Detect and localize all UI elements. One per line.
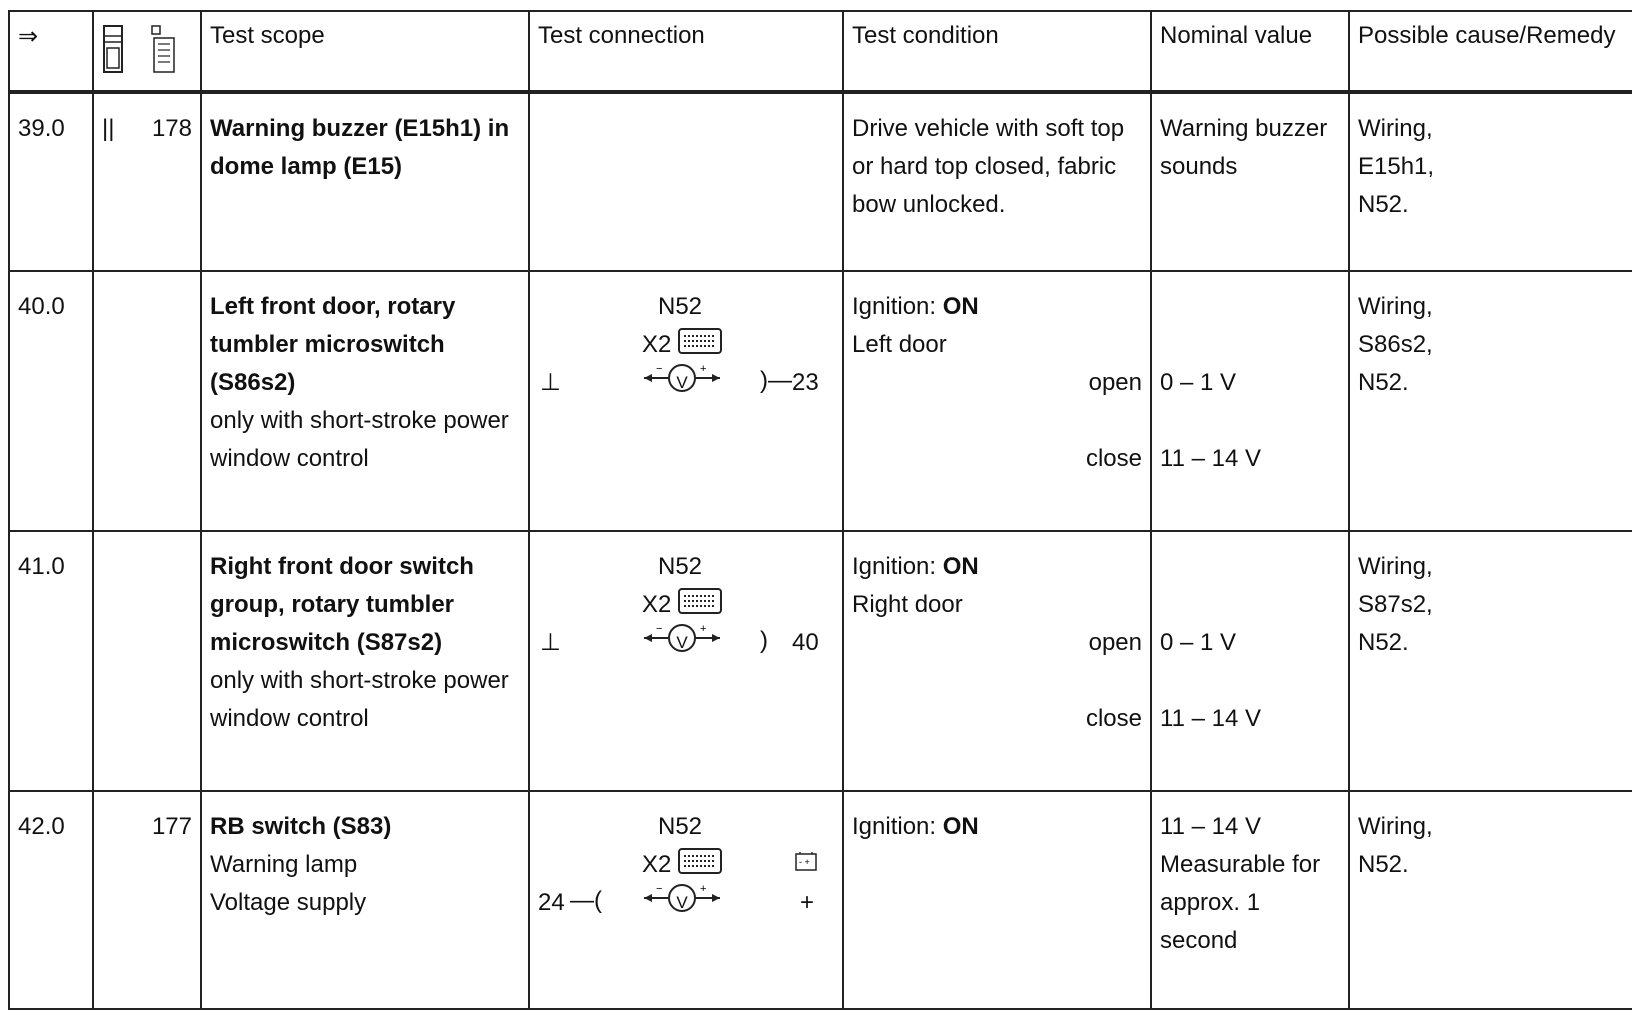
svg-text:+: +	[700, 623, 707, 635]
connection-cell	[529, 271, 843, 531]
value-open: 0 – 1 V	[1160, 369, 1237, 396]
state-close: close	[1085, 445, 1142, 472]
scope-note: only with short-stroke power window control	[210, 667, 509, 732]
cause-line: Wiring,	[1358, 553, 1433, 580]
condition-label: Ignition:	[852, 293, 937, 320]
scope-cell	[201, 791, 529, 1009]
svg-text:- +: - +	[799, 857, 810, 867]
control-unit-label: N52	[658, 293, 703, 320]
cause-line: N52.	[1358, 851, 1409, 878]
header-arrow: ⇒	[18, 23, 39, 50]
state-close: close	[1085, 705, 1142, 732]
meter-letter: V	[676, 893, 688, 912]
cause-line: N52.	[1358, 629, 1409, 656]
cause-line: N52.	[1358, 369, 1409, 396]
table-row	[9, 531, 1632, 791]
cause-line: Wiring,	[1358, 813, 1433, 840]
table-row	[9, 271, 1632, 531]
pin-connector-symbol: )	[760, 627, 768, 654]
svg-text:−: −	[656, 623, 663, 635]
state-open: open	[1088, 629, 1142, 656]
connection-cell	[529, 92, 843, 271]
scope-title: Right front door switch group, rotary tumbler microswitch (S87s2)	[210, 553, 474, 656]
header-step	[9, 11, 93, 92]
header-cause: Possible cause/Remedy	[1349, 11, 1632, 92]
svg-text:−: −	[656, 363, 663, 375]
connection-cell	[529, 531, 843, 791]
scope-cell	[201, 531, 529, 791]
cause-cell	[1349, 791, 1632, 1009]
control-unit-label: N52	[658, 553, 703, 580]
scope-note: only with short-stroke power window control	[210, 407, 509, 472]
condition-sub: Left door	[852, 331, 947, 358]
condition-label: Ignition:	[852, 553, 937, 580]
condition-cell: Drive vehicle with soft top or hard top closed, fabric bow unlocked.	[843, 92, 1151, 271]
connector-label: X2	[642, 331, 672, 358]
test-table	[8, 10, 1632, 1010]
header-row	[9, 11, 1632, 92]
pin-connector-symbol: —(	[570, 887, 602, 914]
condition-cell	[843, 531, 1151, 791]
cause-line: S86s2,	[1358, 331, 1433, 358]
ref-right: 178	[151, 115, 192, 142]
wiring-diagram-icon	[148, 24, 176, 74]
value-close: 11 – 14 V	[1160, 705, 1261, 732]
battery-icon	[794, 850, 818, 872]
cause-line: E15h1,	[1358, 153, 1435, 180]
cause-cell	[1349, 271, 1632, 531]
cause-line: S87s2,	[1358, 591, 1433, 618]
nominal-line: approx. 1	[1160, 889, 1261, 916]
tester-icon	[102, 24, 124, 74]
ground-symbol: ⊥	[540, 629, 561, 656]
ground-symbol: ⊥	[540, 369, 561, 396]
scope-title: RB switch (S83)	[210, 813, 392, 840]
condition-value: ON	[942, 293, 979, 320]
nominal-cell	[1151, 791, 1349, 1009]
condition-value: ON	[942, 553, 979, 580]
reference-cell	[93, 791, 201, 1009]
step-number: 40.0	[9, 271, 93, 531]
scope-cell	[201, 271, 529, 531]
scope-line: Voltage supply	[210, 889, 367, 916]
ref-left: ||	[102, 115, 115, 142]
connector-label: X2	[642, 851, 672, 878]
scope-title: Left front door, rotary tumbler microswitch (S86s2)	[210, 293, 456, 396]
header-condition: Test condition	[843, 11, 1151, 92]
condition-sub: Right door	[852, 591, 963, 618]
test-table-sheet	[8, 10, 1620, 1000]
scope-line: Warning lamp	[210, 851, 358, 878]
cause-cell	[1349, 531, 1632, 791]
meter-letter: V	[676, 633, 688, 652]
condition-cell	[843, 271, 1151, 531]
pin-connector-symbol: )—	[760, 367, 792, 394]
connector-icon	[678, 328, 722, 356]
pin-number: 24	[538, 889, 565, 916]
condition-label: Ignition:	[852, 813, 937, 840]
cause-cell	[1349, 92, 1632, 271]
table-row	[9, 791, 1632, 1009]
step-number: 39.0	[9, 92, 93, 271]
connector-icon	[678, 588, 722, 616]
nominal-cell: Warning buzzer sounds	[1151, 92, 1349, 271]
ref-right: 177	[151, 813, 192, 840]
connector-label: X2	[642, 591, 672, 618]
state-open: open	[1088, 369, 1142, 396]
connector-icon	[678, 848, 722, 876]
nominal-cell	[1151, 271, 1349, 531]
condition-cell	[843, 791, 1151, 1009]
reference-cell	[93, 531, 201, 791]
cause-line: Wiring,	[1358, 293, 1433, 320]
nominal-cell	[1151, 531, 1349, 791]
header-connection: Test connection	[529, 11, 843, 92]
cause-line: N52.	[1358, 191, 1409, 218]
pin-number: 40	[792, 629, 819, 656]
svg-text:+: +	[700, 363, 707, 375]
meter-letter: V	[676, 373, 688, 392]
connection-cell	[529, 791, 843, 1009]
scope-title: Warning buzzer (E15h1) in dome lamp (E15)	[210, 115, 510, 180]
value-open: 0 – 1 V	[1160, 629, 1237, 656]
cause-line: Wiring,	[1358, 115, 1433, 142]
step-number: 41.0	[9, 531, 93, 791]
header-nominal: Nominal value	[1151, 11, 1349, 92]
header-tools	[93, 11, 201, 92]
condition-value: ON	[942, 813, 979, 840]
nominal-line: second	[1160, 927, 1238, 954]
header-scope: Test scope	[201, 11, 529, 92]
step-number: 42.0	[9, 791, 93, 1009]
scope-cell	[201, 92, 529, 271]
pin-number: 23	[792, 369, 819, 396]
svg-text:+: +	[700, 883, 707, 895]
battery-plus: +	[800, 889, 815, 916]
svg-text:−: −	[656, 883, 663, 895]
nominal-line: Measurable for	[1160, 851, 1321, 878]
control-unit-label: N52	[658, 813, 703, 840]
nominal-line: 11 – 14 V	[1160, 813, 1261, 840]
table-row	[9, 92, 1632, 271]
value-close: 11 – 14 V	[1160, 445, 1261, 472]
reference-cell	[93, 271, 201, 531]
reference-cell	[93, 92, 201, 271]
